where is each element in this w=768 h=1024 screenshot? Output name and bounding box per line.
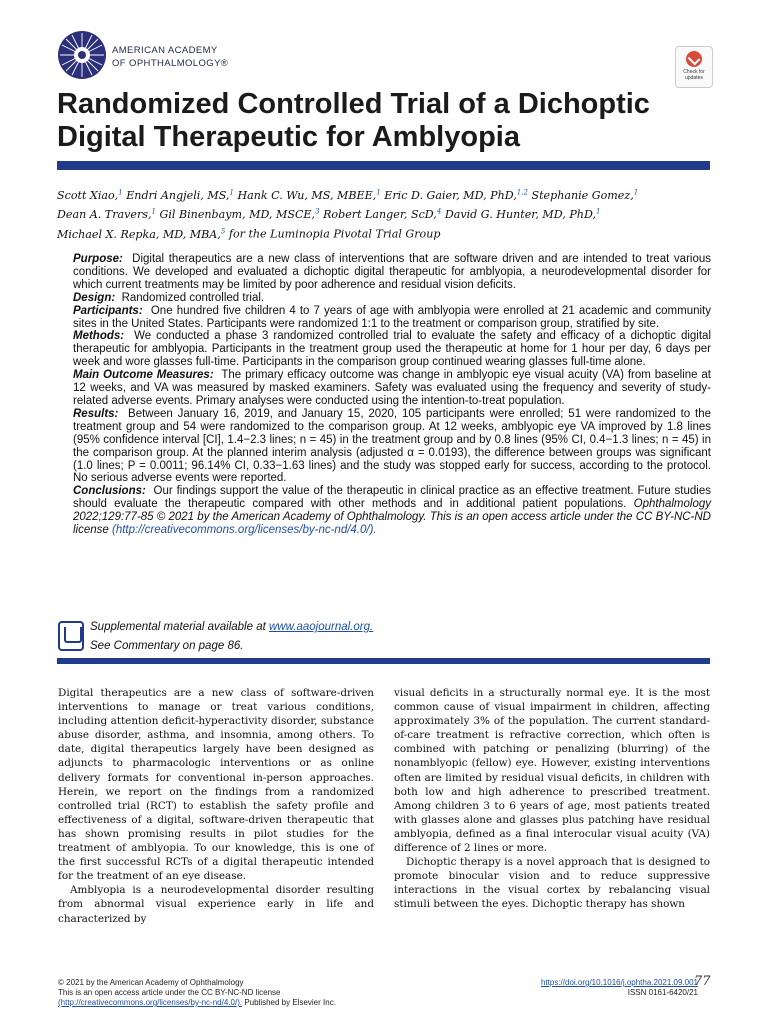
author-list [57, 184, 717, 243]
author: Hank C. Wu, MS, MBEE,$^1$ [237, 188, 381, 202]
abstract [73, 253, 711, 537]
check-icon [686, 51, 702, 67]
body-paragraph: Digital therapeutics are a new class of software-driven interventions to manage or treat various conditions, including attention deficit-hyperactivity disorder, substance abuse disorder, asthma, and insomnia, among others. To date, digital therapeutics largely have been designed as adjuncts to pharmacologic interventions or as online delivery formats for conventional in-person approaches. Herein, we report on the findings from a randomized controlled trial (RCT) to establish the safety profile and effectiveness of a digital, software-driven therapeutic that has shown promising results in pilot studies for the treatment of amblyopia. To our knowledge, this is one of the first successful RCTs of a digital therapeutic intended for the treatment of an eye disease. [58, 687, 374, 883]
author: Michael X. Repka, MD, MBA,$^5$ [57, 227, 226, 242]
citation: Ophthalmology 2022;129:77-85 © 2021 by the American Academy of Ophthalmology. This is an open access article under the CC BY-NC-ND license [73, 498, 711, 537]
check-for-updates-label: Check for updates [683, 69, 705, 81]
body-column-right [394, 686, 710, 912]
abstract-section: Methods: We conducted a phase 3 randomized controlled trial to evaluate the safety and efficacy of a dichoptic digital therapeutic for amblyopia. Participants in the treatment group used the therapeutic at home for 1 hour per day, 6 days per week and wore glasses full-time. Participants in the comparison group continued wearing glasses full-time alone. [73, 330, 711, 369]
aao-logo [57, 30, 107, 80]
abstract-section: Main Outcome Measures: The primary efficacy outcome was change in amblyopic eye visual acuity (VA) from baseline at 12 weeks, and VA was measured by masked examiners. Safety was evaluated using the frequency and severity of study-related adverse events. Primary analyses were conducted using the intention-to-treat population. [73, 369, 711, 407]
abstract-rule [57, 658, 710, 664]
commentary-line: See Commentary on page 86. [90, 640, 244, 652]
org-name [112, 44, 228, 70]
author: Gil Binenbaym, MD, MSCE,$^3$ [159, 207, 320, 222]
body-paragraph: Amblyopia is a neurodevelopmental disorder resulting from abnormal visual experience early in life and characterized by [58, 884, 374, 925]
check-for-updates-badge[interactable] [675, 46, 713, 88]
author: Eric D. Gaier, MD, PhD,$^{1,2}$ [384, 188, 528, 202]
abstract-section: Design: Randomized controlled trial. [73, 291, 265, 304]
supplemental-link[interactable]: www.aaojournal.org. [269, 621, 374, 633]
supplemental-line: Supplemental material available at www.aaojournal.org. [90, 621, 374, 633]
body-paragraph: visual deficits in a structurally normal eye. It is the most common cause of visual impairment in children, affecting approximately 3% of the population. The current standard-of-care treatment is refractive correction, which often is combined with patching or penalizing (blurring) of the nonamblyopic (fellow) eye. However, existing interventions often are limited by residual visual deficits, in children with both low and high adherence to prescribed treatment. Among children 3 to 6 years of age, most patients treated with glasses alone and glasses plus patching have residual amblyopia, defined as a final interocular visual acuity (VA) difference of 2 lines or more. [394, 687, 710, 855]
issn: ISSN 0161-6420/21 [627, 988, 698, 997]
abstract-section: Participants: One hundred five children 4 to 7 years of age with amblyopia were enrolled at 21 academic and community sites in the United States. Participants were randomized 1:1 to the treatment or comparison group, stratified by site. [73, 304, 712, 330]
footer-license-row [58, 998, 336, 1008]
footer-publisher: Published by Elsevier Inc. [244, 998, 336, 1007]
footer-left [58, 978, 336, 1008]
body-paragraph: Dichoptic therapy is a novel approach that is designed to promote binocular vision and to reduce suppressive interactions in the visual cortex by rebalancing visual stimuli between the eyes. Dichoptic therapy has shown [394, 856, 710, 911]
org-name-line2: OF OPHTHALMOLOGY® [112, 58, 229, 69]
footer-license-link[interactable]: (http://creativecommons.org/licenses/by-nc-nd/4.0/). [58, 998, 243, 1007]
author: Scott Xiao,$^1$ [57, 188, 123, 202]
doi-link[interactable]: https://doi.org/10.1016/j.ophtha.2021.09.001 [540, 978, 698, 987]
author: Endri Angjeli, MS,$^1$ [126, 188, 234, 202]
footer-right [541, 978, 698, 998]
body-column-left [58, 686, 374, 926]
abstract-section: Results: Between January 16, 2019, and January 15, 2020, 105 participants were enrolled; 51 were randomized to the treatment group and 54 were randomized to the comparison group. At 12 weeks, amblyopic eye VA improved by 1.8 lines (95% confidence interval [CI], 1.4−2.3 lines; n = 45) in the treatment group and by 0.8 lines (95% CI, 0.4−1.3 lines; n = 45) in the comparison group. At the planned interim analysis (adjusted α = 0.0193), the difference between groups was significant (1.0 lines; P = 0.0011; 96.14% CI, 0.33−1.63 lines) and the study was stopped early for success, according to the protocol. No serious adverse events were reported. [73, 407, 711, 485]
org-name-line1: AMERICAN ACADEMY [112, 45, 218, 56]
footer-license: This is an open access article under the CC BY-NC-ND license [58, 988, 281, 997]
author: Dean A. Travers,$^1$ [57, 207, 156, 222]
author: Stephanie Gomez,$^1$ [531, 188, 639, 202]
title-rule [57, 161, 710, 170]
abstract-section: Conclusions: Our findings support the value of the therapeutic in clinical practice as an effective treatment. Future studies should evaluate the therapeutic compared with other methods and in additional patient populations. Ophthalmology 2022;129:77-85 © 2021 by the American Academy of Ophthalmology. This is an open access article under the CC BY-NC-ND license (http://creativecommons.org/licenses/by-nc-nd/4.0/). [73, 485, 711, 537]
page-number: 77 [694, 974, 711, 989]
author-group: for the Luminopia Pivotal Trial Group [228, 228, 441, 242]
footer-copyright: © 2021 by the American Academy of Ophthalmology [58, 978, 244, 987]
author: Robert Langer, ScD,$^4$ [323, 207, 442, 222]
abstract-section: Purpose: Digital therapeutics are a new class of interventions that are software driven and are intended to treat various conditions. We developed and evaluated a dichoptic digital therapeutic for amblyopia, a neurodevelopmental disorder for which current treatments may be limited by poor adherence and residual vision deficits. [73, 253, 711, 291]
license-link[interactable]: (http://creativecommons.org/licenses/by-nc-nd/4.0/). [112, 524, 377, 537]
book-icon [58, 621, 84, 651]
article-title: Randomized Controlled Trial of a Dichoptic Digital Therapeutic for Amblyopia [57, 88, 650, 153]
author: David G. Hunter, MD, PhD,$^1$ [444, 207, 601, 222]
supplemental-box [58, 621, 718, 655]
